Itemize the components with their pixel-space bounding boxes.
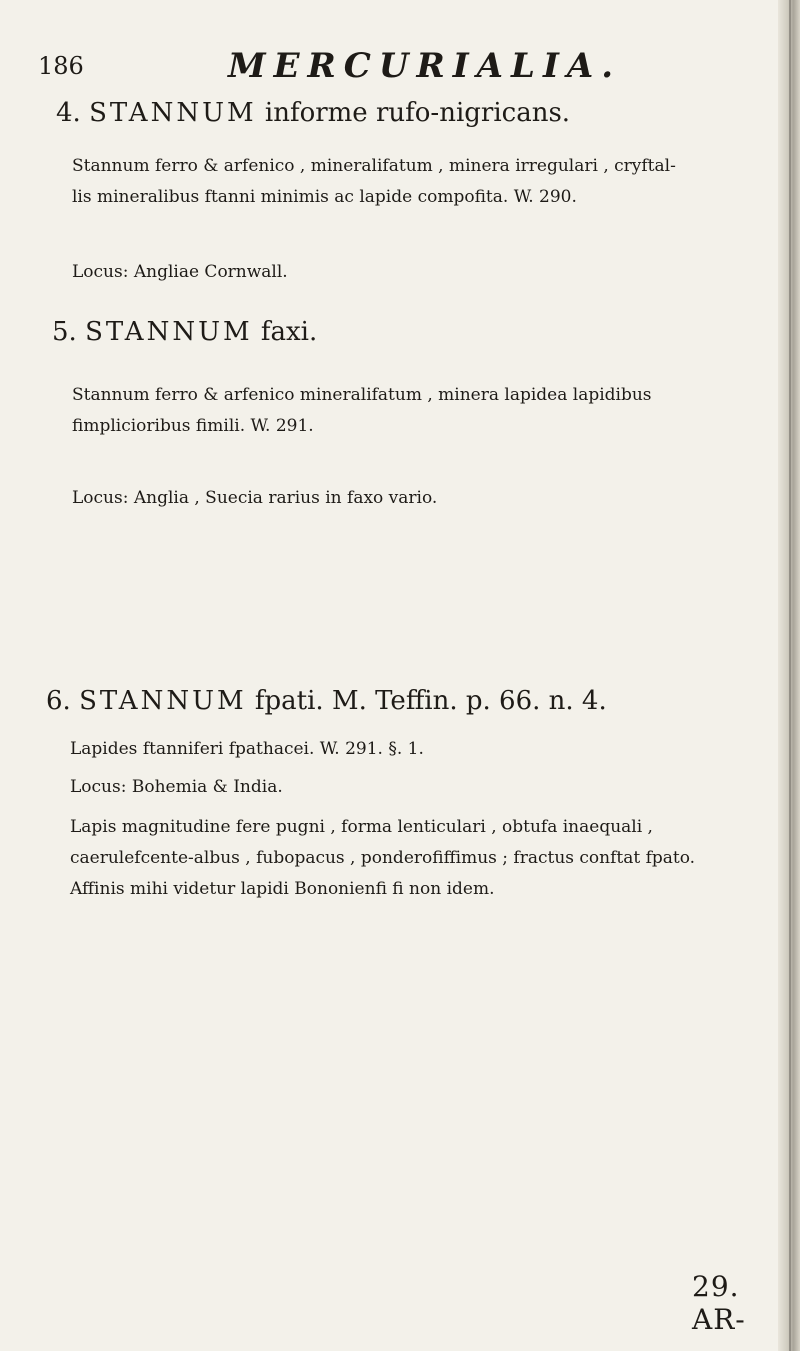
notes-line: caerulefcente-albus , fubopacus , ponderofiffimus ; fractus conftat fpato. xyxy=(70,848,696,868)
entry-4-locus: Locus: Angliae Cornwall. xyxy=(72,262,288,282)
entry-6-heading xyxy=(46,686,607,716)
entry-6-notes xyxy=(70,812,695,905)
entry-4-description xyxy=(72,151,676,213)
description-line: Stannum ferro & arfenico mineralifatum , minera lapidea lapidibus xyxy=(72,385,652,405)
page-number: 186 xyxy=(38,52,84,80)
description-line: fimplicioribus fimili. W. 291. xyxy=(72,416,314,436)
description-line: Stannum ferro & arfenico , mineralifatum , minera irregulari , cryftal- xyxy=(72,156,676,176)
entry-number: 6. xyxy=(46,686,71,716)
entry-4-heading xyxy=(56,98,570,128)
entry-title-caps: STANNUM xyxy=(85,317,253,347)
entry-5-locus: Locus: Anglia , Suecia rarius in faxo vario. xyxy=(72,488,438,508)
running-title: MERCURIALIA. xyxy=(228,46,622,86)
catchword: 29. AR- xyxy=(692,1270,746,1336)
entry-title-caps: STANNUM xyxy=(89,98,257,128)
entry-6-locus: Locus: Bohemia & India. xyxy=(70,777,283,797)
entry-6-description: Lapides ftanniferi fpathacei. W. 291. §. 1. xyxy=(70,739,424,759)
entry-title-rest: informe rufo-nigricans. xyxy=(264,98,571,128)
notes-line: Affinis mihi videtur lapidi Bononienfi fi non idem. xyxy=(70,879,495,899)
entry-5-description xyxy=(72,380,652,442)
entry-5-heading xyxy=(52,317,317,347)
entry-title-rest: faxi. xyxy=(260,317,318,347)
entry-title-rest: fpati. M. Teffin. p. 66. n. 4. xyxy=(254,686,607,716)
page-edge-line xyxy=(789,0,791,1351)
entry-number: 5. xyxy=(52,317,77,347)
description-line: lis mineralibus ftanni minimis ac lapide compofita. W. 290. xyxy=(72,187,577,207)
notes-line: Lapis magnitudine fere pugni , forma lenticulari , obtufa inaequali , xyxy=(70,817,653,837)
entry-number: 4. xyxy=(56,98,81,128)
entry-title-caps: STANNUM xyxy=(79,686,247,716)
